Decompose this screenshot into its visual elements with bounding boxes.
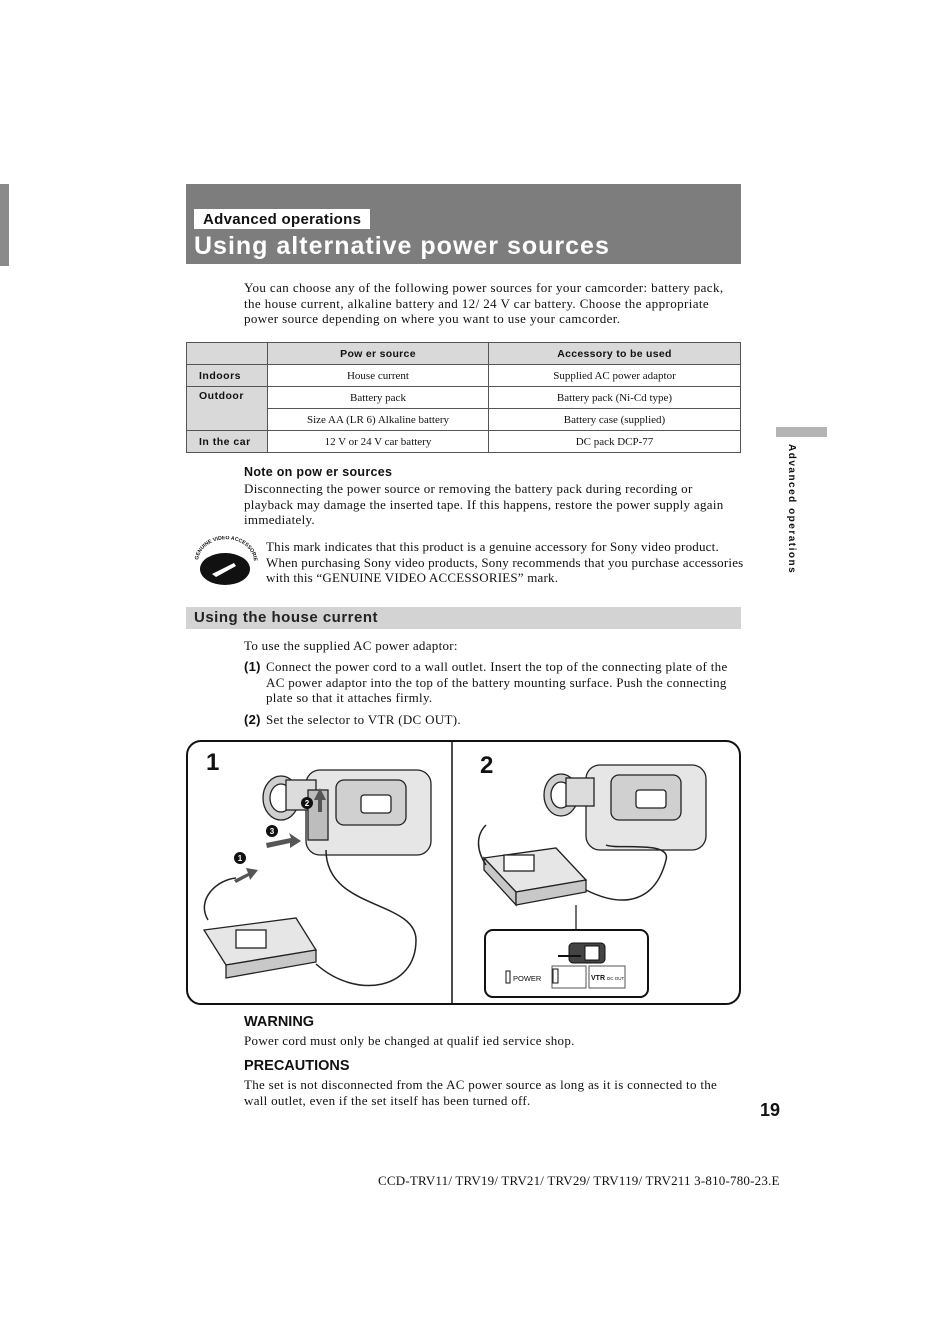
- table-row: [187, 365, 741, 387]
- section-label: Advanced operations: [194, 209, 370, 229]
- intro-paragraph: You can choose any of the following power sources for your camcorder: battery pack, the house current, alkaline battery and 12/ 24 V car battery. Choose the appropriate power source depending on where you want to use your camcorder.: [244, 280, 724, 326]
- step-item: [244, 659, 744, 706]
- vtr-label: VTR: [591, 975, 605, 982]
- subsection-title: Using the house current: [194, 609, 379, 626]
- table-accessory-cell: Battery case (supplied): [489, 409, 741, 431]
- table-accessory-cell: DC pack DCP-77: [489, 431, 741, 453]
- dcout-label: DC OUT: [607, 976, 625, 981]
- svg-text:2: 2: [304, 799, 310, 808]
- table-source-cell: House current: [268, 365, 489, 387]
- callout-3: [266, 825, 278, 837]
- callout-2: [301, 797, 313, 809]
- note-heading: Note on pow er sources: [244, 465, 393, 479]
- genuine-accessories-logo: [190, 536, 260, 586]
- section-header: [186, 184, 741, 264]
- table-source-cell: Battery pack: [268, 387, 489, 409]
- table-header-row: [187, 343, 741, 365]
- page-title: Using alternative power sources: [194, 232, 610, 260]
- svg-text:1: 1: [237, 854, 243, 863]
- power-label: POWER: [513, 974, 542, 983]
- step-text: Connect the power cord to a wall outlet. Insert the top of the connecting plate of the AC power adaptor into the top of the battery mounting surface. Push the connecting plate so that it attaches firmly.: [266, 659, 728, 705]
- table-row: [187, 409, 741, 431]
- page-number: 19: [760, 1100, 781, 1120]
- panel-2-number: 2: [480, 752, 494, 779]
- step-number: (2): [244, 712, 261, 727]
- precautions-heading: PRECAUTIONS: [244, 1058, 350, 1074]
- table-place-cell: In the car: [187, 431, 268, 453]
- warning-heading: WARNING: [244, 1014, 315, 1030]
- table-place-cell: Outdoor: [187, 387, 268, 431]
- warning-text: Power cord must only be changed at qualif ied service shop.: [244, 1033, 575, 1048]
- page-edge-marker: [0, 184, 9, 266]
- side-thumb-tab: [776, 427, 827, 437]
- genuine-mark-paragraph: This mark indicates that this product is a genuine accessory for Sony video product. When purchasing Sony video products, Sony recommends that you purchase accessories with this “GENUINE VIDEO ACCESSORIES” mark.: [266, 539, 744, 585]
- house-current-lead: To use the supplied AC power adaptor:: [244, 638, 458, 653]
- table-accessory-cell: Supplied AC power adaptor: [489, 365, 741, 387]
- note-paragraph: Disconnecting the power source or removing the battery pack during recording or playback may damage the inserted tape. If this happens, restore the power supply again immediately.: [244, 481, 724, 527]
- power-source-table: [186, 342, 741, 453]
- table-accessory-cell: Battery pack (Ni-Cd type): [489, 387, 741, 409]
- step-number: (1): [244, 659, 261, 674]
- panel-1-number: 1: [206, 749, 220, 776]
- table-row: [187, 387, 741, 409]
- callout-1: [234, 852, 246, 864]
- table-header-cell: Accessory to be used: [489, 343, 741, 365]
- table-header-cell: [187, 343, 268, 365]
- table-source-cell: 12 V or 24 V car battery: [268, 431, 489, 453]
- step-item: [244, 712, 744, 728]
- side-section-label: Advanced operations: [786, 444, 797, 575]
- table-header-cell: Pow er source: [268, 343, 489, 365]
- logo-arc-text: GENUINE VIDEO ACCESSORIE: [194, 536, 259, 562]
- table-place-cell: Indoors: [187, 365, 268, 387]
- table-row: [187, 431, 741, 453]
- connection-illustration: [186, 740, 741, 1005]
- subsection-header: [186, 607, 741, 629]
- step-text: Set the selector to VTR (DC OUT).: [266, 712, 461, 727]
- svg-text:3: 3: [269, 827, 275, 836]
- table-source-cell: Size AA (LR 6) Alkaline battery: [268, 409, 489, 431]
- precautions-text: The set is not disconnected from the AC power source as long as it is connected to the wall outlet, even if the set itself has been turned off.: [244, 1077, 718, 1108]
- model-footer: CCD-TRV11/ TRV19/ TRV21/ TRV29/ TRV119/ TRV211 3-810-780-23.E: [378, 1173, 780, 1188]
